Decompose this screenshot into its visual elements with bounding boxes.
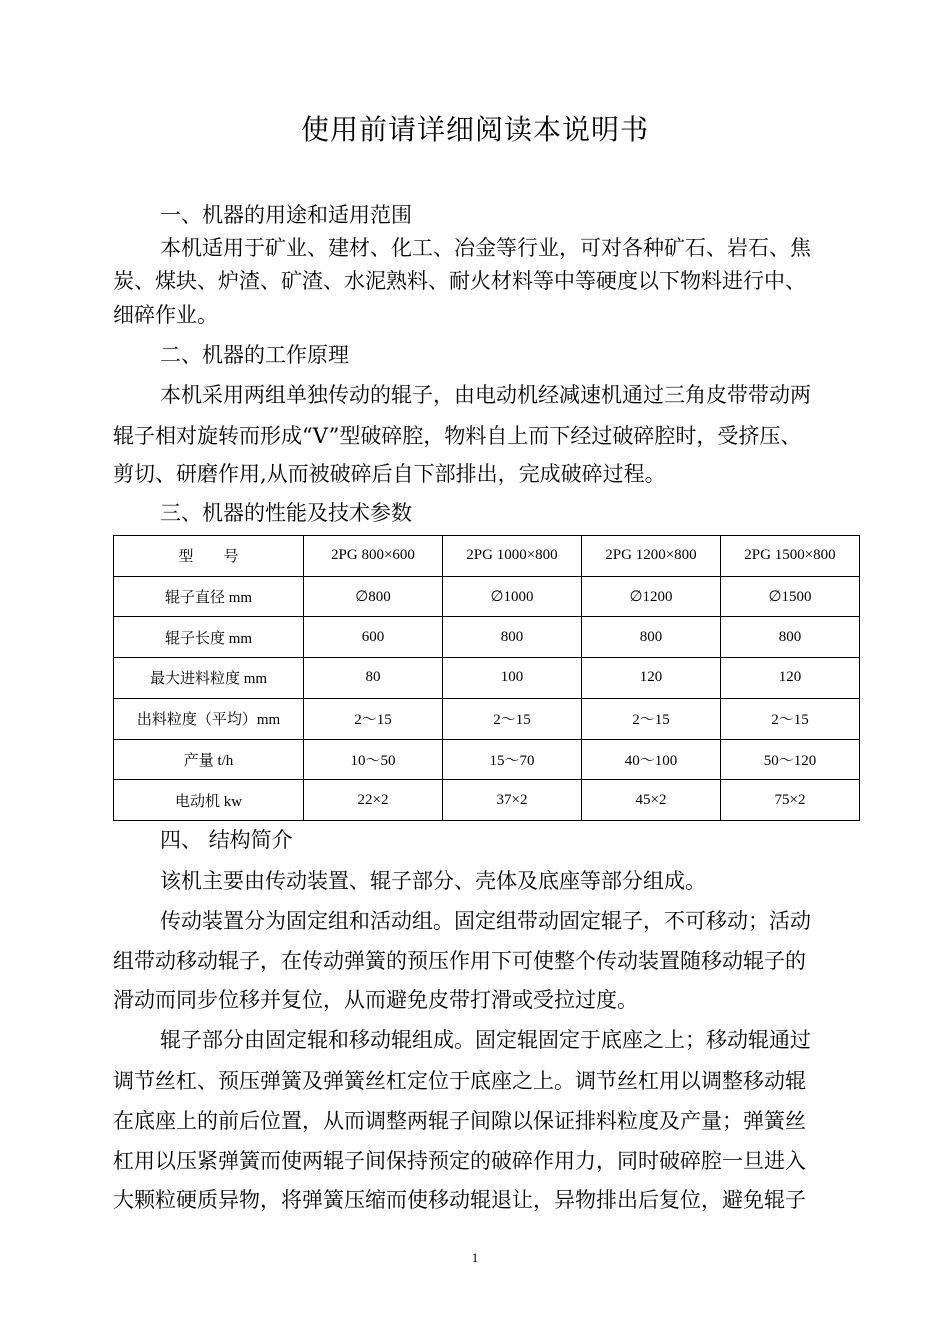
section-4-line: 组带动移动辊子，在传动弹簧的预压作用下可使整个传动装置随移动辊子的 (113, 949, 806, 973)
table-cell: 2～15 (582, 698, 721, 739)
table-cell: 75×2 (721, 780, 860, 821)
table-cell: 辊子直径 mm (114, 576, 304, 617)
table-row (114, 698, 860, 739)
table-cell: 2PG 800×600 (304, 536, 443, 577)
table-row (114, 536, 860, 577)
table-cell: 800 (721, 617, 860, 658)
section-1-line: 细碎作业。 (113, 303, 218, 327)
table-row (114, 617, 860, 658)
table-row (114, 739, 860, 780)
section-4-line: 大颗粒硬质异物，将弹簧压缩而使移动辊退让，异物排出后复位，避免辊子 (113, 1188, 806, 1212)
table-cell: 2～15 (443, 698, 582, 739)
section-3-heading: 三、机器的性能及技术参数 (160, 501, 412, 525)
table-cell: 120 (721, 658, 860, 699)
section-2-line: 辊子相对旋转而形成“V”型破碎腔，物料自上而下经过破碎腔时，受挤压、 (113, 424, 802, 448)
spec-table (113, 535, 860, 821)
section-4-line: 辊子部分由固定辊和移动辊组成。固定辊固定于底座之上；移动辊通过 (160, 1028, 811, 1052)
table-row (114, 576, 860, 617)
section-4-line: 杠用以压紧弹簧而使两辊子间保持预定的破碎作用力，同时破碎腔一旦进入 (113, 1149, 806, 1173)
table-cell: 800 (443, 617, 582, 658)
table-cell: ∅800 (304, 576, 443, 617)
table-row (114, 780, 860, 821)
table-cell: 37×2 (443, 780, 582, 821)
table-cell: 出料粒度（平均）mm (114, 698, 304, 739)
table-cell: ∅1000 (443, 576, 582, 617)
table-cell: 40～100 (582, 739, 721, 780)
table-cell: 产量 t/h (114, 739, 304, 780)
table-cell: 型 号 (114, 536, 304, 577)
table-cell: 80 (304, 658, 443, 699)
table-cell: 2PG 1200×800 (582, 536, 721, 577)
table-cell: 15～70 (443, 739, 582, 780)
table-cell: 2～15 (721, 698, 860, 739)
section-4-line: 在底座上的前后位置，从而调整两辊子间隙以保证排料粒度及产量；弹簧丝 (113, 1109, 806, 1133)
section-4-line: 滑动而同步位移并复位，从而避免皮带打滑或受拉过度。 (113, 988, 638, 1012)
table-cell: 50～120 (721, 739, 860, 780)
table-cell: ∅1500 (721, 576, 860, 617)
table-cell: 辊子长度 mm (114, 617, 304, 658)
table-cell: 45×2 (582, 780, 721, 821)
table-cell: 600 (304, 617, 443, 658)
table-row (114, 658, 860, 699)
section-1-heading: 一、机器的用途和适用范围 (160, 203, 412, 227)
section-2-line: 本机采用两组单独传动的辊子，由电动机经减速机通过三角皮带带动两 (160, 383, 811, 407)
section-4-line: 传动装置分为固定组和活动组。固定组带动固定辊子，不可移动；活动 (160, 909, 811, 933)
document-title: 使用前请详细阅读本说明书 (300, 113, 649, 146)
table-cell: 电动机 kw (114, 780, 304, 821)
section-1-line: 炭、煤块、炉渣、矿渣、水泥熟料、耐火材料等中等硬度以下物料进行中、 (113, 269, 806, 293)
section-4-heading: 四、 结构简介 (160, 828, 293, 852)
section-2-line: 剪切、研磨作用,从而被破碎后自下部排出，完成破碎过程。 (113, 462, 666, 486)
table-cell: 10～50 (304, 739, 443, 780)
table-cell: 100 (443, 658, 582, 699)
table-cell: 2～15 (304, 698, 443, 739)
section-1-line: 本机适用于矿业、建材、化工、冶金等行业，可对各种矿石、岩石、焦 (160, 236, 811, 260)
table-cell: 2PG 1000×800 (443, 536, 582, 577)
section-4-paragraph: 该机主要由传动装置、辊子部分、壳体及底座等部分组成。 (160, 869, 706, 893)
page-number: 1 (471, 1250, 479, 1265)
section-4-line: 调节丝杠、预压弹簧及弹簧丝杠定位于底座之上。调节丝杠用以调整移动辊 (113, 1069, 806, 1093)
table-cell: 最大进料粒度 mm (114, 658, 304, 699)
table-cell: 120 (582, 658, 721, 699)
table-cell: 2PG 1500×800 (721, 536, 860, 577)
table-cell: ∅1200 (582, 576, 721, 617)
table-cell: 800 (582, 617, 721, 658)
section-2-heading: 二、机器的工作原理 (160, 343, 349, 367)
table-cell: 22×2 (304, 780, 443, 821)
